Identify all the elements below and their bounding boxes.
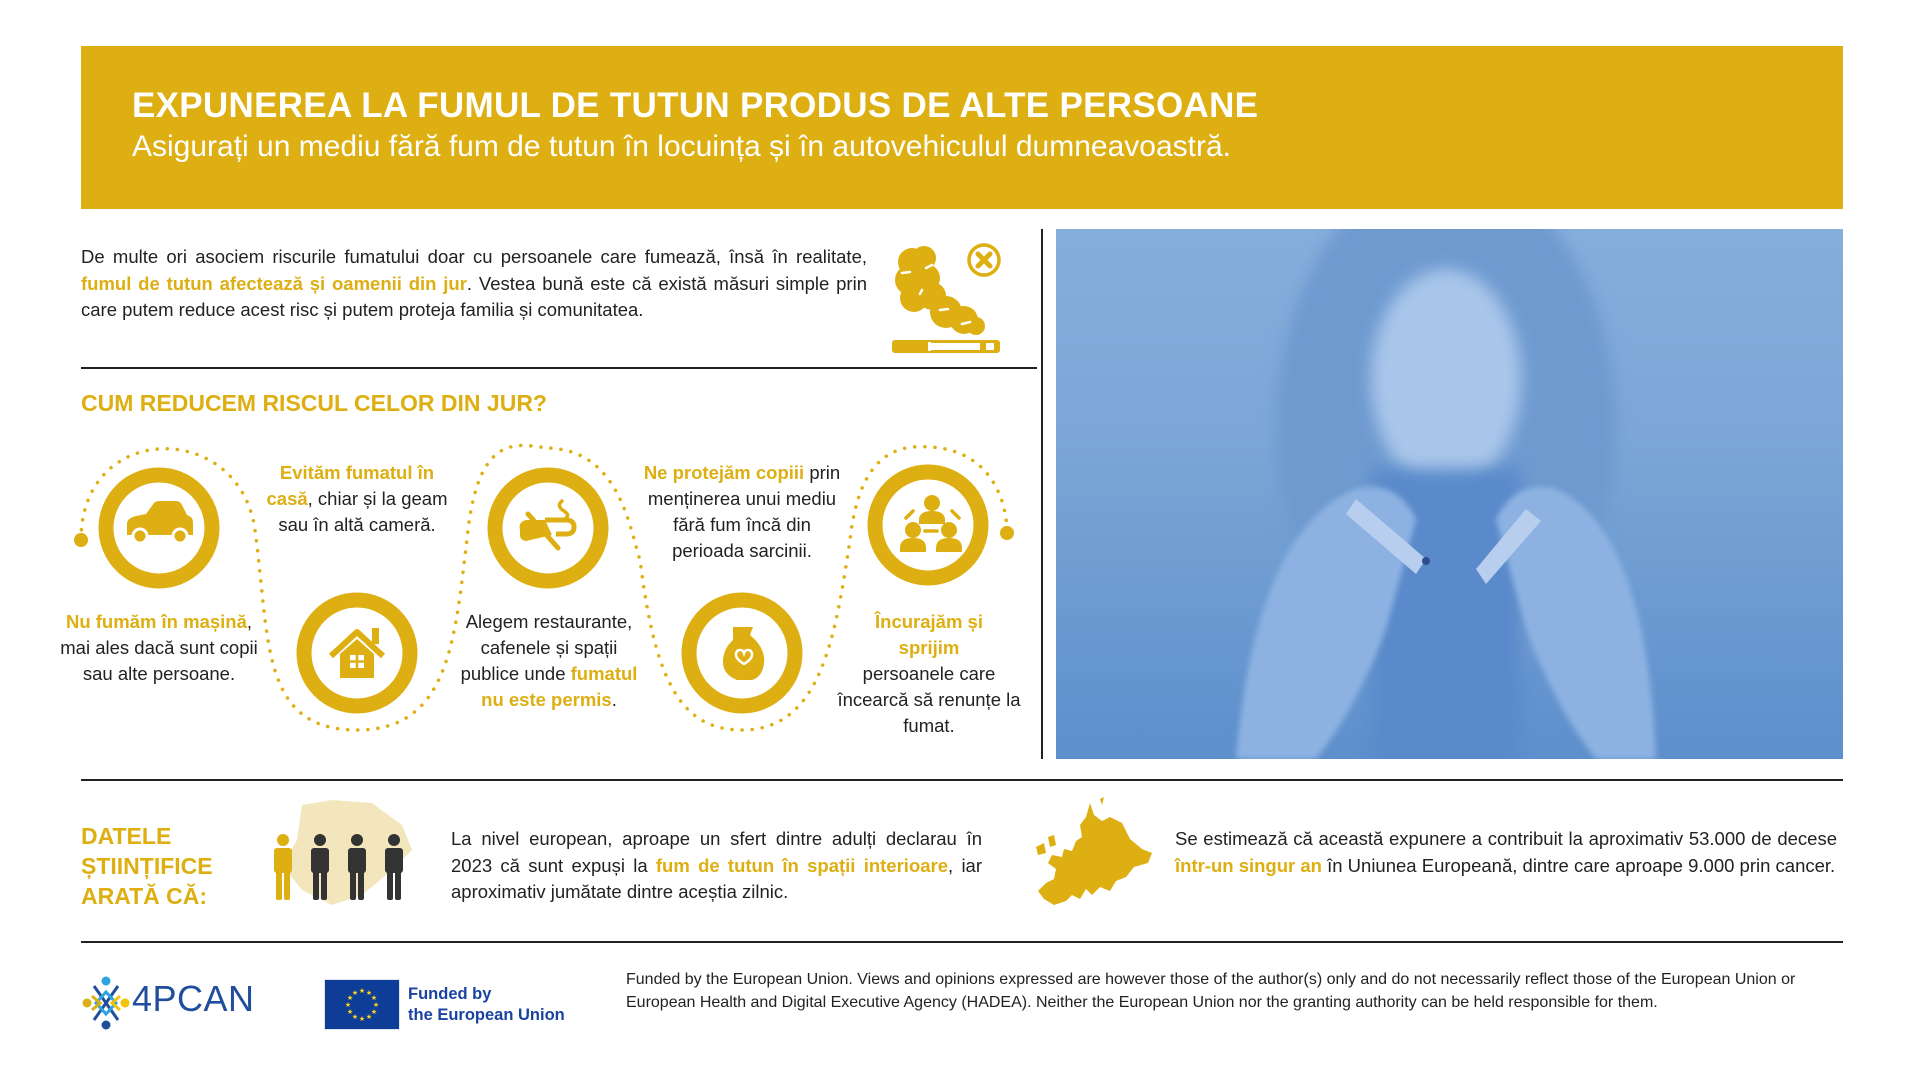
svg-text:★: ★ bbox=[346, 994, 354, 1002]
funding-disclaimer: Funded by the European Union. Views and opinions expressed are however those of the author(s) only and do not necessarily reflect those of the European Union or European Health and Digital Executive Agency (HADEA). Neither the European Union nor the granting authority can be held responsible for them. bbox=[626, 971, 1796, 1011]
support-group-icon bbox=[875, 472, 981, 578]
divider bbox=[81, 779, 1843, 781]
divider bbox=[81, 367, 1037, 369]
woman-breaking-cigarette-photo bbox=[1056, 229, 1843, 759]
intro-text: De multe ori asociem riscurile fumatului doar cu persoanele care fumează, însă în realitate, bbox=[81, 246, 867, 267]
eu-flag-icon bbox=[324, 979, 400, 1030]
no-smoking-icon bbox=[495, 475, 601, 581]
svg-text:★: ★ bbox=[346, 1008, 354, 1016]
step-2-text: Evităm fumatul în casă, chiar și la geam sau în altă cameră. bbox=[266, 462, 448, 535]
svg-text:★: ★ bbox=[358, 987, 366, 995]
svg-text:★: ★ bbox=[365, 989, 373, 997]
svg-text:★: ★ bbox=[372, 1001, 380, 1009]
intro-highlight: fumul de tutun afectează și oamenii din jur bbox=[81, 272, 467, 294]
vertical-divider bbox=[1041, 229, 1043, 759]
people-ratio-icon bbox=[262, 795, 417, 910]
svg-text:★: ★ bbox=[358, 1015, 366, 1023]
intro-paragraph bbox=[81, 244, 867, 324]
step-1-text: Nu fumăm în mașină, mai ales dacă sunt copii sau alte persoane. bbox=[60, 611, 258, 684]
stat-2-text: Se estimează că această expunere a contribuit la aproximativ 53.000 de decese într-un singur an în Uniunea Europeană, dintre care aproape 9.000 prin cancer. bbox=[1175, 828, 1837, 876]
pregnancy-icon bbox=[689, 600, 795, 706]
page-title: EXPUNEREA LA FUMUL DE TUTUN PRODUS DE ALTE PERSOANE bbox=[132, 86, 1259, 125]
svg-text:★: ★ bbox=[344, 1001, 352, 1009]
house-icon bbox=[304, 600, 410, 706]
eu-funding-label: Funded by the European Union bbox=[408, 985, 565, 1024]
svg-text:★: ★ bbox=[351, 989, 359, 997]
step-4-text: Ne protejăm copiii prin menținerea unui mediu fără fum încă din perioada sarcinii. bbox=[643, 462, 841, 561]
svg-text:★: ★ bbox=[370, 1008, 378, 1016]
car-icon bbox=[106, 475, 212, 581]
intro-text-end: . Vestea bună este că există măsuri simple prin care putem reduce acest risc și putem proteja familia și comunitatea. bbox=[81, 272, 867, 320]
4pcan-logo-text: 4PCAN bbox=[132, 978, 255, 1019]
page-subtitle: Asigurați un mediu fără fum de tutun în locuința și în autovehiculul dumneavoastră. bbox=[132, 130, 1231, 163]
steps-section-title: CUM REDUCEM RISCUL CELOR DIN JUR? bbox=[81, 390, 547, 416]
svg-text:★: ★ bbox=[370, 994, 378, 1002]
divider bbox=[81, 941, 1843, 943]
step-3-text: Alegem restaurante, cafenele și spații publice unde fumatul nu este permis. bbox=[460, 611, 638, 710]
stats-section-title: DATELE ȘTIINȚIFICE ARATĂ CĂ: bbox=[81, 823, 213, 909]
step-5-text: Încurajăm și sprijim persoanele care încearcă să renunțe la fumat. bbox=[837, 611, 1021, 736]
no-smoking-smoke-icon bbox=[890, 240, 1006, 356]
header-banner bbox=[81, 46, 1843, 209]
stat-1-text: La nivel european, aproape un sfert dintre adulți declarau în 2023 că sunt expuși la fum de tutun în spații interioare, iar aproximativ jumătate dintre aceștia zilnic. bbox=[451, 828, 982, 902]
svg-text:★: ★ bbox=[365, 1013, 373, 1021]
europe-map-icon bbox=[1030, 795, 1155, 910]
4pcan-logo-icon bbox=[82, 976, 130, 1030]
photo-illustration bbox=[1056, 229, 1843, 759]
svg-text:★: ★ bbox=[351, 1013, 359, 1021]
